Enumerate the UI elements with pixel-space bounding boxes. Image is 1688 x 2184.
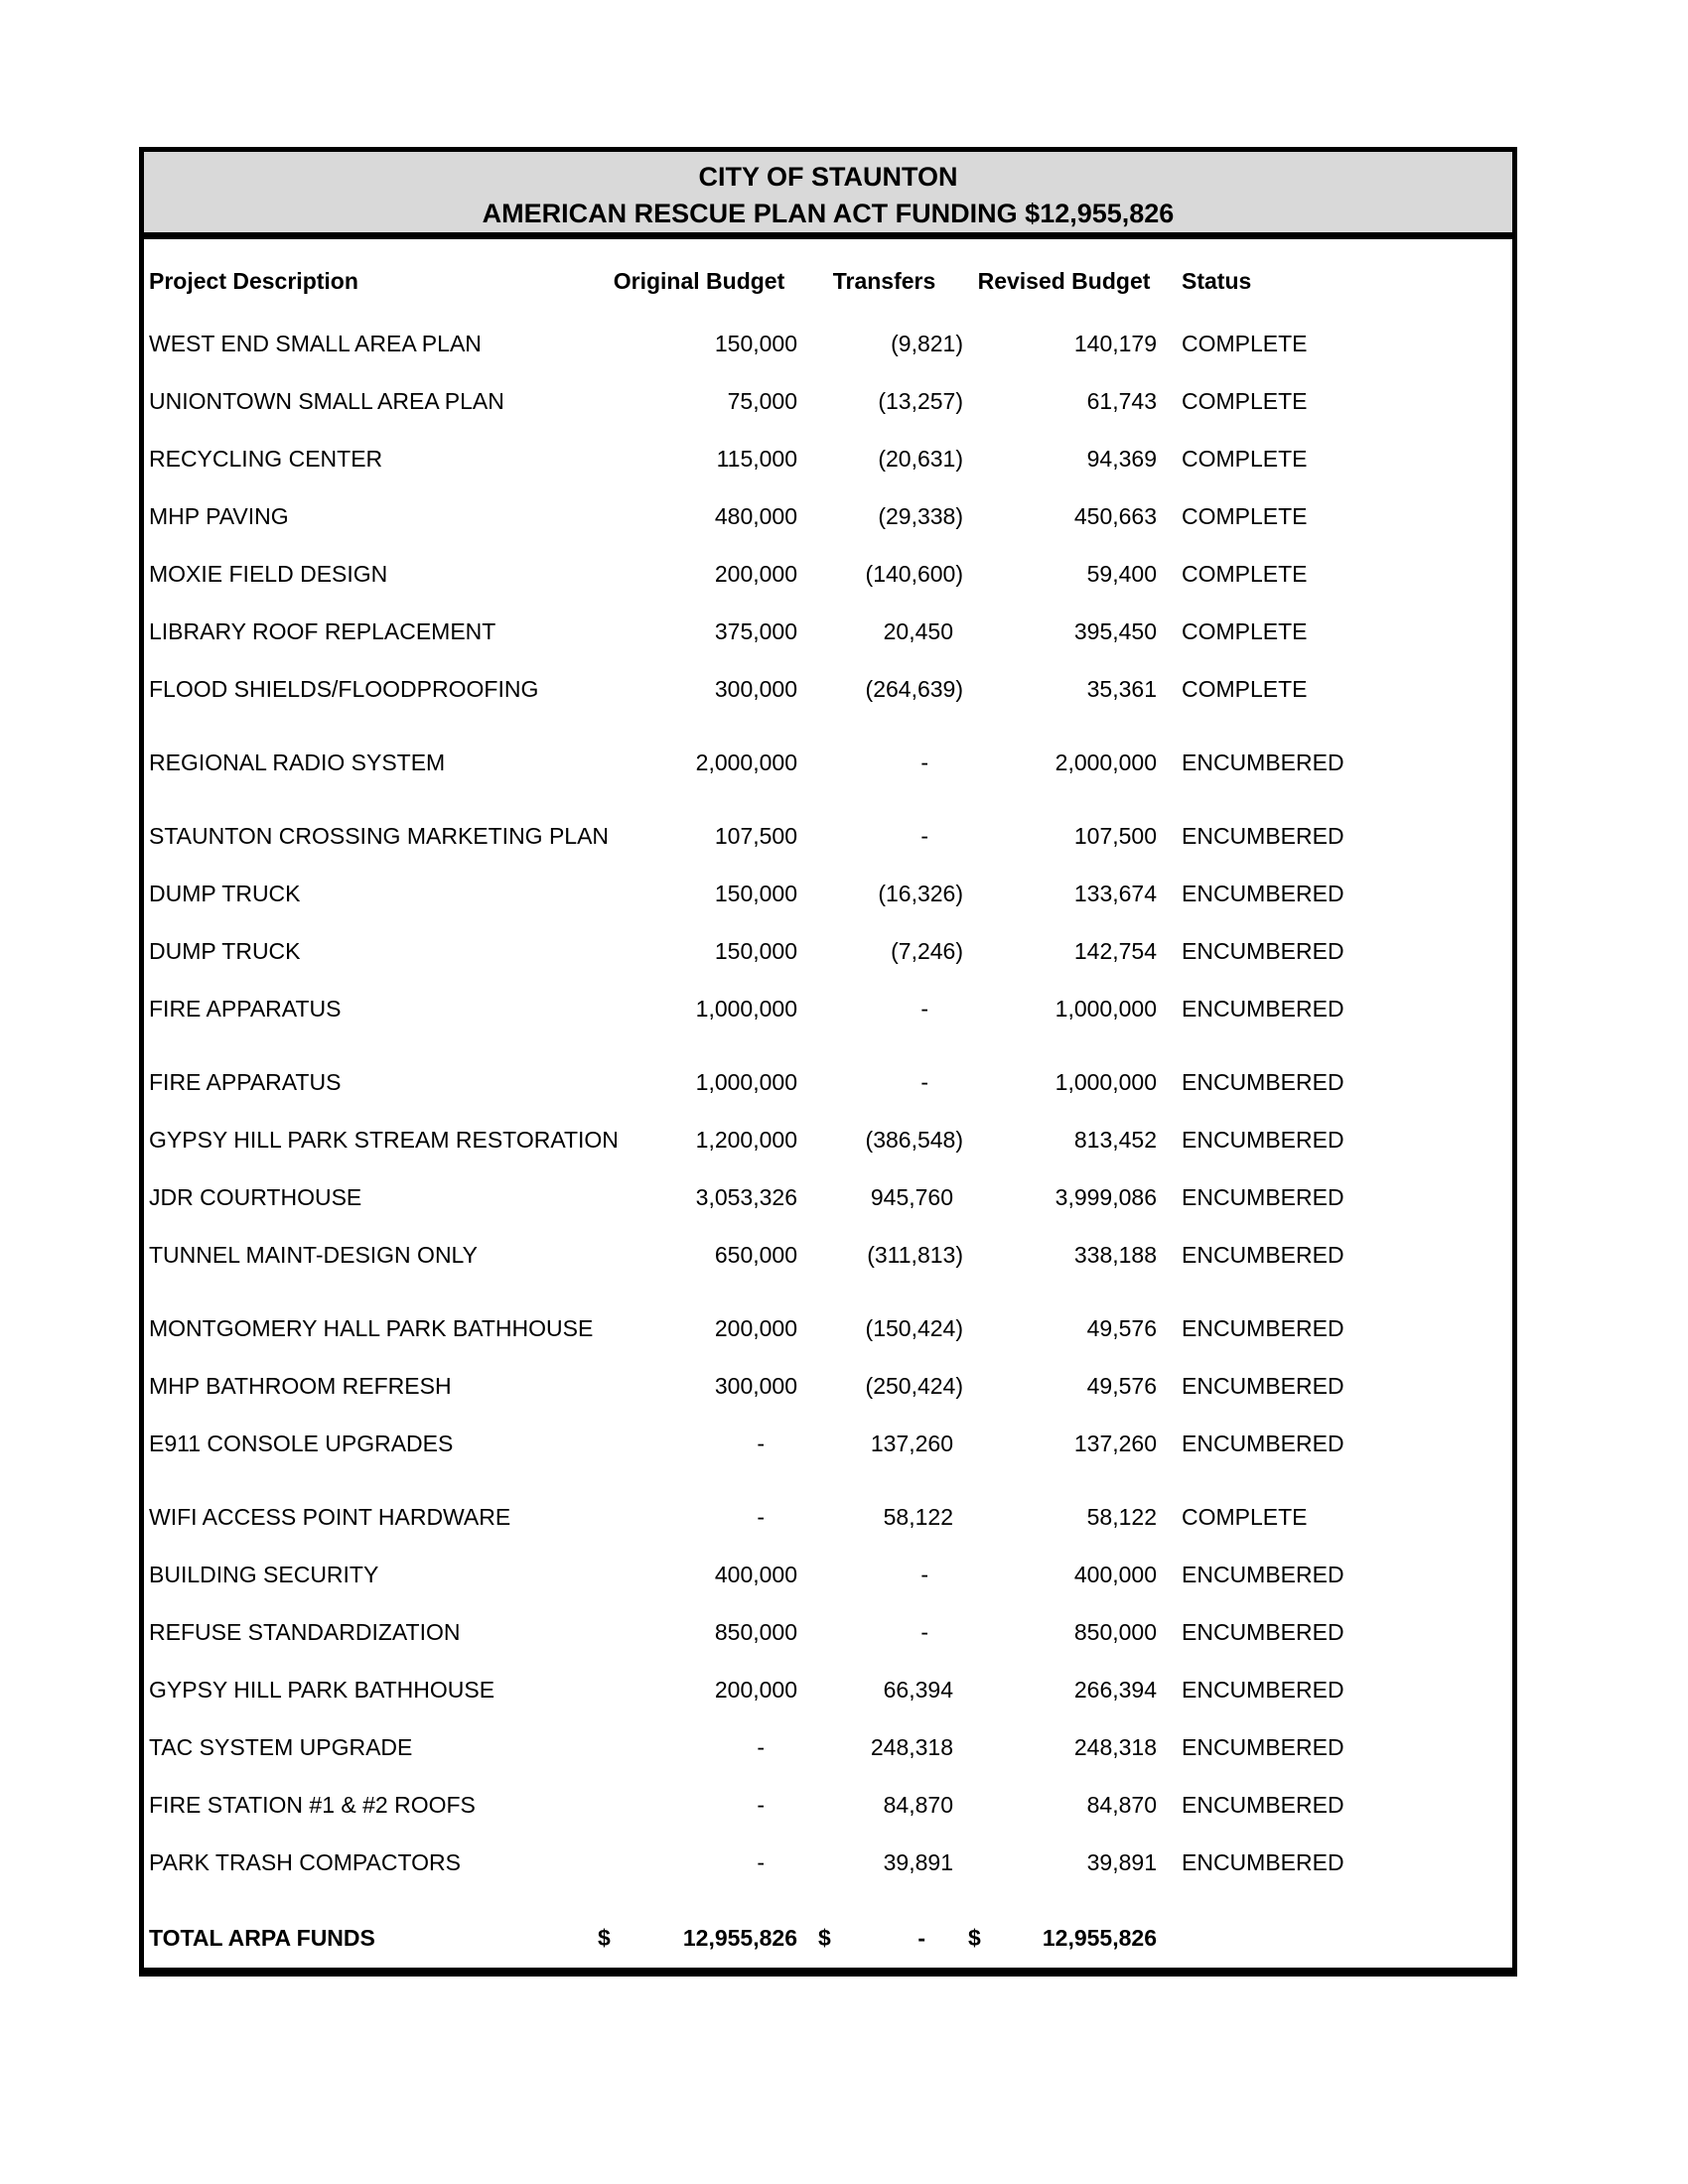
project-cell: GYPSY HILL PARK STREAM RESTORATION <box>149 1127 619 1153</box>
project-cell: UNIONTOWN SMALL AREA PLAN <box>149 388 504 414</box>
status-cell: ENCUMBERED <box>1182 1849 1344 1875</box>
table-row <box>144 922 1512 980</box>
transfers-cell: (29,338) <box>878 503 963 529</box>
status-cell: COMPLETE <box>1182 503 1308 529</box>
project-cell: FIRE APPARATUS <box>149 1069 342 1095</box>
title-line-1: CITY OF STAUNTON <box>698 162 958 192</box>
original-budget-cell: - <box>757 1849 765 1875</box>
transfers-cell: - <box>920 1562 928 1587</box>
status-cell: COMPLETE <box>1182 561 1308 587</box>
table-row <box>144 1546 1512 1603</box>
revised-budget-cell: 450,663 <box>1073 503 1157 529</box>
revised-budget-cell: 61,743 <box>1086 388 1157 414</box>
project-cell: REGIONAL RADIO SYSTEM <box>149 750 446 775</box>
status-cell: ENCUMBERED <box>1182 938 1344 964</box>
project-cell: WEST END SMALL AREA PLAN <box>149 331 482 356</box>
project-cell: MOXIE FIELD DESIGN <box>149 561 388 587</box>
transfers-cell: (7,246) <box>891 938 963 964</box>
table-row <box>144 372 1512 430</box>
project-cell: MHP PAVING <box>149 503 289 529</box>
original-budget-cell: 400,000 <box>714 1562 797 1587</box>
total-row <box>144 1891 1512 1968</box>
column-header-transfers: Transfers <box>832 268 936 294</box>
status-cell: ENCUMBERED <box>1182 1734 1344 1760</box>
revised-budget-cell: 39,891 <box>1086 1849 1157 1875</box>
original-budget-cell: 115,000 <box>716 446 797 472</box>
original-budget-cell: - <box>757 1431 765 1456</box>
original-budget-cell: 300,000 <box>714 676 797 702</box>
total-original-value: 12,955,826 <box>682 1925 797 1951</box>
original-budget-cell: 107,500 <box>714 823 797 849</box>
transfers-cell: 66,394 <box>883 1677 953 1703</box>
table-row <box>144 1168 1512 1226</box>
original-budget-cell: 1,000,000 <box>695 1069 797 1095</box>
original-budget-cell: 650,000 <box>714 1242 797 1268</box>
transfers-cell: 84,870 <box>883 1792 953 1818</box>
revised-budget-cell: 248,318 <box>1073 1734 1157 1760</box>
revised-budget-cell: 850,000 <box>1073 1619 1157 1645</box>
revised-budget-cell: 813,452 <box>1073 1127 1157 1153</box>
status-cell: ENCUMBERED <box>1182 1562 1344 1587</box>
revised-budget-cell: 140,179 <box>1073 331 1157 356</box>
table-row <box>144 1718 1512 1776</box>
original-budget-cell: 1,000,000 <box>695 996 797 1022</box>
status-cell: COMPLETE <box>1182 388 1308 414</box>
total-transfers-value: - <box>917 1925 925 1951</box>
transfers-cell: (16,326) <box>878 881 963 906</box>
transfers-cell: 248,318 <box>870 1734 953 1760</box>
column-header-revised: Revised Budget <box>977 268 1151 294</box>
status-cell: ENCUMBERED <box>1182 996 1344 1022</box>
revised-budget-cell: 35,361 <box>1086 676 1157 702</box>
transfers-cell: (150,424) <box>865 1315 963 1341</box>
original-budget-cell: 150,000 <box>714 881 797 906</box>
original-budget-cell: 200,000 <box>714 1315 797 1341</box>
table-row <box>144 1415 1512 1472</box>
total-revised-cell <box>966 1925 1162 1952</box>
total-revised-value: 12,955,826 <box>1042 1925 1157 1951</box>
table-row <box>144 603 1512 660</box>
table-row <box>144 315 1512 372</box>
table-row <box>144 1603 1512 1661</box>
project-cell: TUNNEL MAINT-DESIGN ONLY <box>149 1242 478 1268</box>
dollar-sign: $ <box>968 1925 981 1951</box>
table-row <box>144 718 1512 791</box>
project-cell: MONTGOMERY HALL PARK BATHHOUSE <box>149 1315 594 1341</box>
transfers-cell: (386,548) <box>865 1127 963 1153</box>
revised-budget-cell: 58,122 <box>1086 1504 1157 1530</box>
status-cell: COMPLETE <box>1182 446 1308 472</box>
revised-budget-cell: 49,576 <box>1086 1315 1157 1341</box>
project-cell: STAUNTON CROSSING MARKETING PLAN <box>149 823 610 849</box>
project-cell: TAC SYSTEM UPGRADE <box>149 1734 413 1760</box>
project-cell: DUMP TRUCK <box>149 881 301 906</box>
arpa-funding-table <box>139 147 1517 1977</box>
project-cell: RECYCLING CENTER <box>149 446 383 472</box>
revised-budget-cell: 2,000,000 <box>1055 750 1157 775</box>
transfers-cell: 58,122 <box>883 1504 953 1530</box>
transfers-cell: (20,631) <box>878 446 963 472</box>
revised-budget-cell: 49,576 <box>1086 1373 1157 1399</box>
project-cell: GYPSY HILL PARK BATHHOUSE <box>149 1677 495 1703</box>
revised-budget-cell: 1,000,000 <box>1055 1069 1157 1095</box>
transfers-cell: 20,450 <box>883 618 953 644</box>
transfers-cell: - <box>920 823 928 849</box>
transfers-cell: (264,639) <box>865 676 963 702</box>
revised-budget-cell: 94,369 <box>1086 446 1157 472</box>
dollar-sign: $ <box>818 1925 831 1951</box>
transfers-cell: (140,600) <box>865 561 963 587</box>
original-budget-cell: - <box>757 1504 765 1530</box>
table-row <box>144 660 1512 718</box>
total-label: TOTAL ARPA FUNDS <box>149 1925 375 1951</box>
revised-budget-cell: 3,999,086 <box>1055 1184 1157 1210</box>
revised-budget-cell: 1,000,000 <box>1055 996 1157 1022</box>
status-cell: ENCUMBERED <box>1182 1069 1344 1095</box>
status-cell: COMPLETE <box>1182 331 1308 356</box>
project-cell: BUILDING SECURITY <box>149 1562 379 1587</box>
project-cell: PARK TRASH COMPACTORS <box>149 1849 461 1875</box>
status-cell: COMPLETE <box>1182 618 1308 644</box>
project-cell: FLOOD SHIELDS/FLOODPROOFING <box>149 676 539 702</box>
project-cell: FIRE APPARATUS <box>149 996 342 1022</box>
table-row <box>144 1111 1512 1168</box>
status-cell: COMPLETE <box>1182 1504 1308 1530</box>
transfers-cell: (13,257) <box>878 388 963 414</box>
original-budget-cell: 300,000 <box>714 1373 797 1399</box>
total-transfers-cell <box>802 1925 966 1952</box>
title-line-2: AMERICAN RESCUE PLAN ACT FUNDING $12,955,826 <box>482 199 1175 228</box>
transfers-cell: - <box>920 750 928 775</box>
transfers-cell: 945,760 <box>870 1184 953 1210</box>
project-cell: E911 CONSOLE UPGRADES <box>149 1431 454 1456</box>
project-cell: FIRE STATION #1 & #2 ROOFS <box>149 1792 476 1818</box>
status-cell: ENCUMBERED <box>1182 1242 1344 1268</box>
table-rows <box>144 315 1512 1891</box>
column-header-status: Status <box>1182 268 1252 294</box>
transfers-cell: (311,813) <box>867 1242 963 1268</box>
status-cell: ENCUMBERED <box>1182 1677 1344 1703</box>
table-row <box>144 1037 1512 1111</box>
project-cell: DUMP TRUCK <box>149 938 301 964</box>
original-budget-cell: 850,000 <box>714 1619 797 1645</box>
table-row <box>144 1472 1512 1546</box>
dollar-sign: $ <box>598 1925 611 1951</box>
table-row <box>144 1661 1512 1718</box>
project-cell: JDR COURTHOUSE <box>149 1184 362 1210</box>
table-title-band <box>139 147 1517 239</box>
original-budget-cell: 3,053,326 <box>695 1184 797 1210</box>
status-cell: ENCUMBERED <box>1182 1619 1344 1645</box>
revised-budget-cell: 400,000 <box>1073 1562 1157 1587</box>
table-row <box>144 1226 1512 1284</box>
table-row <box>144 430 1512 487</box>
table-row <box>144 791 1512 865</box>
original-budget-cell: 150,000 <box>714 938 797 964</box>
transfers-cell: - <box>920 1619 928 1645</box>
status-cell: ENCUMBERED <box>1182 823 1344 849</box>
revised-budget-cell: 395,450 <box>1073 618 1157 644</box>
original-budget-cell: - <box>757 1792 765 1818</box>
table-row <box>144 1776 1512 1834</box>
original-budget-cell: 75,000 <box>727 388 797 414</box>
original-budget-cell: - <box>757 1734 765 1760</box>
revised-budget-cell: 107,500 <box>1073 823 1157 849</box>
original-budget-cell: 200,000 <box>714 1677 797 1703</box>
table-row <box>144 1284 1512 1357</box>
original-budget-cell: 480,000 <box>714 503 797 529</box>
table-body <box>139 239 1517 1977</box>
transfers-cell: 137,260 <box>870 1431 953 1456</box>
status-cell: ENCUMBERED <box>1182 1792 1344 1818</box>
original-budget-cell: 375,000 <box>714 618 797 644</box>
transfers-cell: (250,424) <box>865 1373 963 1399</box>
revised-budget-cell: 133,674 <box>1073 881 1157 906</box>
status-cell: ENCUMBERED <box>1182 750 1344 775</box>
revised-budget-cell: 266,394 <box>1073 1677 1157 1703</box>
table-row <box>144 1834 1512 1891</box>
table-row <box>144 1357 1512 1415</box>
project-cell: MHP BATHROOM REFRESH <box>149 1373 452 1399</box>
status-cell: COMPLETE <box>1182 676 1308 702</box>
revised-budget-cell: 84,870 <box>1086 1792 1157 1818</box>
table-row <box>144 980 1512 1037</box>
original-budget-cell: 200,000 <box>714 561 797 587</box>
project-cell: LIBRARY ROOF REPLACEMENT <box>149 618 496 644</box>
revised-budget-cell: 59,400 <box>1086 561 1157 587</box>
project-cell: REFUSE STANDARDIZATION <box>149 1619 461 1645</box>
column-header-project: Project Description <box>149 268 358 294</box>
table-row <box>144 865 1512 922</box>
column-header-row <box>144 239 1512 315</box>
column-header-original: Original Budget <box>613 268 785 294</box>
transfers-cell: - <box>920 996 928 1022</box>
total-original-cell <box>596 1925 802 1952</box>
revised-budget-cell: 338,188 <box>1073 1242 1157 1268</box>
status-cell: ENCUMBERED <box>1182 1127 1344 1153</box>
project-cell: WIFI ACCESS POINT HARDWARE <box>149 1504 511 1530</box>
table-row <box>144 487 1512 545</box>
status-cell: ENCUMBERED <box>1182 881 1344 906</box>
revised-budget-cell: 142,754 <box>1073 938 1157 964</box>
transfers-cell: - <box>920 1069 928 1095</box>
table-row <box>144 545 1512 603</box>
revised-budget-cell: 137,260 <box>1073 1431 1157 1456</box>
status-cell: ENCUMBERED <box>1182 1373 1344 1399</box>
original-budget-cell: 150,000 <box>714 331 797 356</box>
status-cell: ENCUMBERED <box>1182 1184 1344 1210</box>
original-budget-cell: 2,000,000 <box>695 750 797 775</box>
original-budget-cell: 1,200,000 <box>695 1127 797 1153</box>
transfers-cell: 39,891 <box>883 1849 953 1875</box>
status-cell: ENCUMBERED <box>1182 1315 1344 1341</box>
transfers-cell: (9,821) <box>891 331 963 356</box>
status-cell: ENCUMBERED <box>1182 1431 1344 1456</box>
